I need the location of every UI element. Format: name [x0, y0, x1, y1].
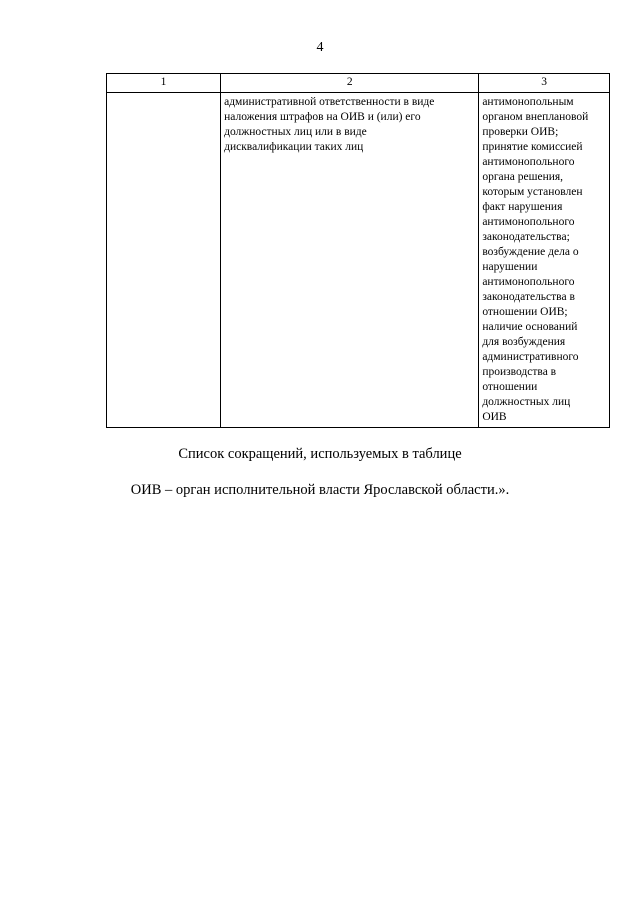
cell-text-line: антимонопольного	[482, 216, 575, 228]
cell-text-line: нарушении	[482, 261, 538, 273]
cell-text-line: органа решения,	[482, 171, 564, 183]
abbreviation-entry: ОИВ – орган исполнительной власти Ярославской области.».	[130, 482, 510, 498]
cell-text-line: возбуждение дела о	[482, 246, 579, 258]
cell-text-line: наличие оснований	[482, 321, 578, 333]
table-row	[107, 93, 610, 428]
cell-text-line: антимонопольного	[482, 156, 575, 168]
cell-text-line: наложения штрафов на ОИВ и (или) его	[224, 111, 421, 123]
page-number: 4	[316, 40, 324, 55]
cell-text-line: административного	[482, 351, 579, 363]
cell-text-line: проверки ОИВ;	[482, 126, 559, 138]
cell-text-line: антимонопольного	[482, 276, 575, 288]
cell-text-line: отношении ОИВ;	[482, 306, 568, 318]
cell-text-line: должностных лиц или в виде	[224, 126, 367, 138]
cell-text-line: принятие комиссией	[482, 141, 583, 153]
cell-text-line: ОИВ	[482, 411, 507, 423]
cell-text-line: законодательства в	[482, 291, 575, 303]
cell-text-line: для возбуждения	[482, 336, 566, 348]
table-cell-col2	[221, 93, 479, 428]
table-header-cell: 1	[107, 74, 221, 93]
cell-text-line: которым установлен	[482, 186, 583, 198]
cell-text-line: отношении	[482, 381, 538, 393]
table-header-cell: 2	[221, 74, 479, 93]
document-table	[106, 73, 610, 428]
table-cell-col1	[107, 93, 221, 428]
cell-text-line: производства в	[482, 366, 557, 378]
cell-text-line: органом внеплановой	[482, 111, 589, 123]
cell-text-line: должностных лиц	[482, 396, 571, 408]
cell-text-line: антимонопольным	[482, 96, 574, 108]
table-header-cell: 3	[479, 74, 610, 93]
table-header-row	[107, 74, 610, 93]
abbreviations-title: Список сокращений, используемых в таблице	[178, 446, 462, 462]
cell-text-line: факт нарушения	[482, 201, 563, 213]
table-cell-col3	[479, 93, 610, 428]
cell-text-line: административной ответственности в виде	[224, 96, 435, 108]
cell-text-line: дисквалификации таких лиц	[224, 141, 364, 153]
cell-text-line: законодательства;	[482, 231, 570, 243]
